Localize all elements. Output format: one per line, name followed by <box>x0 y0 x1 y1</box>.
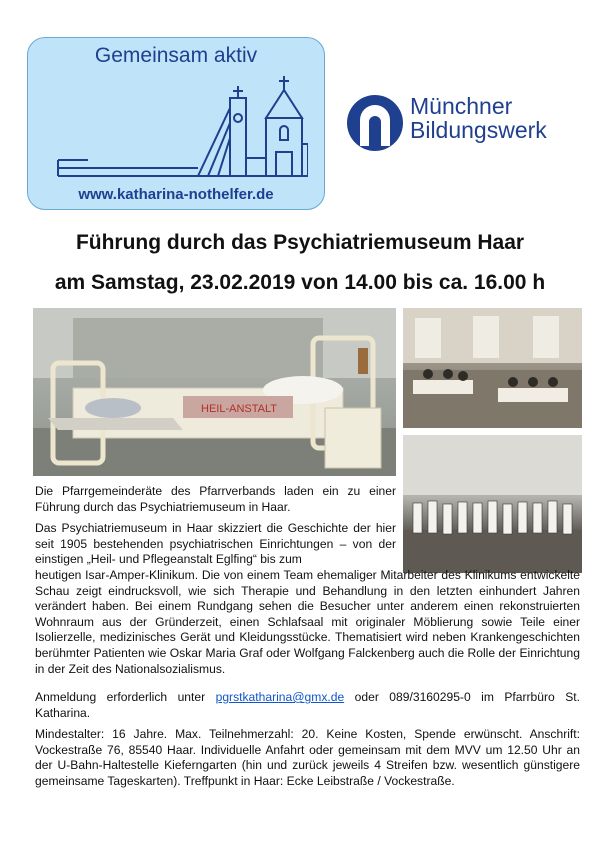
photo-historic-nurses-field <box>403 435 582 573</box>
bed-sign: HEIL-ANSTALT <box>201 403 277 415</box>
photo-museum-bed <box>33 308 396 476</box>
parish-logo <box>27 37 325 210</box>
photo-historic-dining-hall <box>403 308 582 428</box>
logo-line-1: Münchner <box>410 93 513 119</box>
logo-title: Gemeinsam aktiv <box>94 44 258 67</box>
registration-email-link[interactable]: pgrstkatharina@gmx.de <box>215 690 345 704</box>
details-paragraph: Mindestalter: 16 Jahre. Max. Teilnehmerzahl: 20. Keine Kosten, Spende erwünscht. Anschrift: Vockestraße 76, 85540 Haar. Individuelle Anfahrt oder gemeinsam mit dem MVV um 12.50 Uhr an der U-Bahn-Haltestelle Kieferngarten (hin und zurück jeweils 4 Streifen bzw. wesentlich günstigere gemeinsame Tageskarten). Treffpunkt in Haar: Ecke Leibstraße / Vockestraße. <box>35 727 580 788</box>
registration-paragraph <box>35 690 580 721</box>
headline-date: am Samstag, 23.02.2019 von 14.00 bis ca. 16.00 h <box>54 271 546 294</box>
muenchner-bildungswerk-logo <box>346 92 576 154</box>
museum-paragraph-continued: heutigen Isar-Amper-Klinikum. Die von einem Team ehemaliger Mitarbeiter des Klinikums entwickelte Schau zeigt eindrucksvoll, wie sich Therapie und Behandlung in den letzten einhundert Jahren verändert haben. Bei einem Rundgang sehen die Besucher unter anderem einen rekonstruierten Wohnraum aus der Gründerzeit, einen Schlafsaal mit originaler Möblierung sowie Teile einer Isolierzelle, medizinisches Gerät und Kleidungsstücke. Thematisiert wird neben Krankengeschichten berühmter Patienten wie Oskar Maria Graf oder Wolfgang Falckenberg auch die Rolle der Einrichtung in der Zeit des Nationalsozialismus. <box>35 568 580 676</box>
intro-paragraph: Die Pfarrgemeinderäte des Pfarrverbands laden ein zu einer Führung durch das Psychiatriemuseum in Haar. <box>35 484 396 514</box>
registration-text-after: oder 089/3160295-0 im Pfarrbüro St. Katharina. <box>35 690 580 720</box>
church-drawing <box>48 68 308 184</box>
headline-title: Führung durch das Psychiatriemuseum Haar <box>75 231 525 254</box>
bildungswerk-emblem-icon <box>346 94 404 152</box>
logo-line-2: Bildungswerk <box>410 117 547 143</box>
logo-url: www.katharina-nothelfer.de <box>78 186 274 203</box>
registration-text: Anmeldung erforderlich unter <box>35 690 216 704</box>
museum-paragraph-start: Das Psychiatriemuseum in Haar skizziert die Geschichte der hier seit 1905 bestehenden psychiatrischen Einrichtungen – von der einstigen „Heil- und Pflegeanstalt Eglfing“ bis zum <box>35 521 396 567</box>
